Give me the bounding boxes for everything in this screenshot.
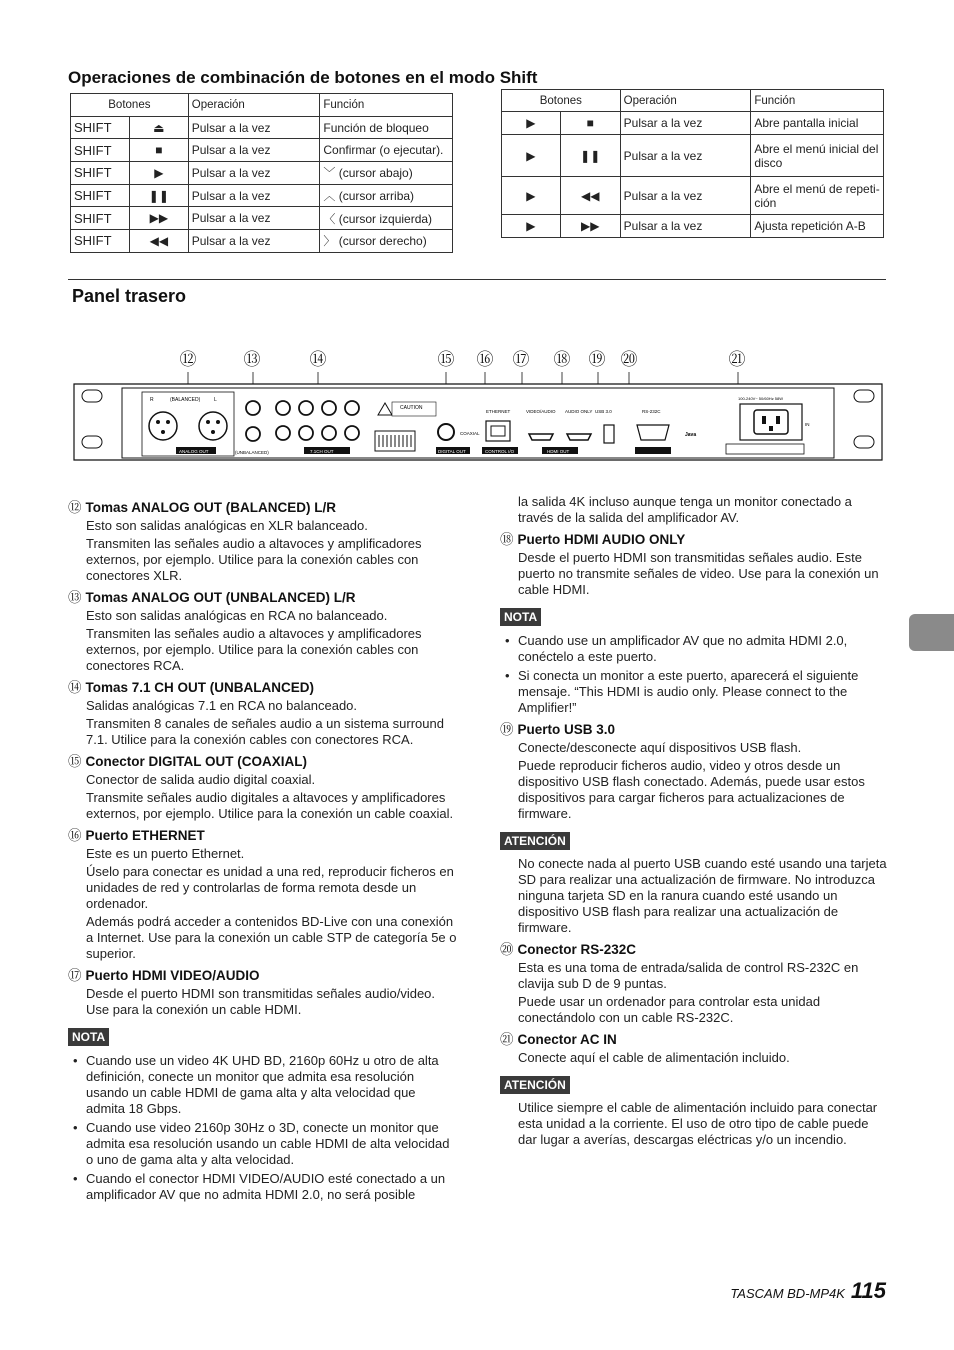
eject-symbol: ⏏ <box>129 116 188 139</box>
header-botones: Botones <box>502 90 621 112</box>
section-title: ⑮ Conector DIGITAL OUT (COAXIAL) <box>68 754 307 769</box>
section-12 <box>68 500 458 584</box>
operation: Pulsar a la vez <box>188 230 320 253</box>
operation: Pulsar a la vez <box>620 135 751 177</box>
model-name: TASCAM BD-MP4K <box>730 1286 845 1301</box>
ch71-label: 7.1CH OUT <box>310 449 334 454</box>
attention-tag: ATENCIÓN <box>500 832 570 850</box>
section-16 <box>68 828 458 962</box>
callout-16: ⑯ <box>476 350 494 369</box>
shift-combo-table <box>70 93 453 253</box>
table-row <box>71 184 453 207</box>
table-header-row <box>71 94 453 117</box>
operation: Pulsar a la vez <box>620 177 751 215</box>
usb-label: USB 3.0 <box>595 409 612 414</box>
java-logo: Java <box>685 432 697 438</box>
attention-tag: ATENCIÓN <box>500 1076 570 1094</box>
table-row <box>502 135 884 177</box>
function: ﹀ (cursor abajo) <box>320 162 453 185</box>
play-symbol: ▶ <box>502 215 561 238</box>
function: Abre el menú de repeti-ción <box>751 177 884 215</box>
table-row <box>71 230 453 253</box>
header-operacion: Operación <box>620 90 751 112</box>
callout-17: ⑰ <box>512 350 530 369</box>
rewind-symbol: ◀◀ <box>129 230 188 253</box>
section-17 <box>68 968 458 1018</box>
section-14 <box>68 680 458 748</box>
table-row <box>71 139 453 162</box>
table-header-row <box>502 90 884 112</box>
section-title: ⑬ Tomas ANALOG OUT (UNBALANCED) L/R <box>68 590 356 605</box>
paragraph: Conector de salida audio digital coaxial. <box>86 772 316 787</box>
function: Ajusta repetición A-B <box>751 215 884 238</box>
section-20 <box>500 942 890 1026</box>
caution-label: CAUTION <box>400 405 423 411</box>
callout-21: ㉑ <box>728 350 746 369</box>
operation: Pulsar a la vez <box>620 215 751 238</box>
function: Función de bloqueo <box>320 116 453 139</box>
paragraph: Desde el puerto HDMI son transmitidas señales audio/video. Use para la conexión un cable HDMI. <box>86 986 436 1017</box>
button-1: SHIFT <box>71 230 130 253</box>
note-tag: NOTA <box>500 608 541 626</box>
fast-forward-symbol: ▶▶ <box>560 215 620 238</box>
section-21 <box>500 1032 890 1066</box>
button-1: SHIFT <box>71 116 130 139</box>
table-row <box>71 116 453 139</box>
svg-text:L: L <box>214 397 217 403</box>
section-title: ㉑ Conector AC IN <box>500 1032 617 1047</box>
paragraph: Además podrá acceder a contenidos BD-Live con una conexión a Internet. Use para la conexión un cable STP de categoría 5e o superior. <box>86 914 457 961</box>
section-18 <box>500 532 890 598</box>
table-row <box>502 112 884 135</box>
button-1: SHIFT <box>71 207 130 230</box>
paragraph: Transmiten las señales audio a altavoces y amplificadores externos, por ejemplo. Utilice para la conexión cables con conectores XLR. <box>86 536 422 583</box>
paragraph: Salidas analógicas 7.1 en RCA no balanceado. <box>86 698 358 713</box>
left-column <box>68 494 458 1203</box>
paragraph: Transmite señales audio digitales a altavoces y amplificadores externos, por ejemplo. Utilice para la conexión un cable coaxial. <box>86 790 454 821</box>
operation: Pulsar a la vez <box>188 116 320 139</box>
control-io-label: CONTROL I/O <box>485 449 515 454</box>
callout-14: ⑭ <box>309 350 327 369</box>
callout-13: ⑬ <box>243 350 261 369</box>
section-divider <box>68 279 886 280</box>
paragraph: Este es un puerto Ethernet. <box>86 846 245 861</box>
paragraph: Conecte aquí el cable de alimentación incluido. <box>518 1050 790 1065</box>
continuation-text: la salida 4K incluso aunque tenga un monitor conectado a través de la salida del amplificador AV. <box>518 494 852 525</box>
paragraph: Conecte/desconecte aquí dispositivos USB flash. <box>518 740 802 755</box>
rs232c-label: RS-232C <box>642 409 661 414</box>
play-symbol: ▶ <box>502 112 561 135</box>
hdmi-out-label: HDMI OUT <box>547 449 570 454</box>
header-operacion: Operación <box>188 94 320 117</box>
audio-only-label: AUDIO ONLY <box>565 409 593 414</box>
button-1: SHIFT <box>71 162 130 185</box>
operation: Pulsar a la vez <box>188 207 320 230</box>
paragraph: Puede reproducir ficheros audio, video y otros desde un dispositivo USB flash conectado. Además, puede usar estos dispositivos para cargar ficheros para actualizaciones de firmware. <box>518 758 865 821</box>
note-bullet: • Si conecta un monitor a este puerto, aparecerá el siguiente mensaje. “This HDMI is audio only. Please connect to the Amplifier!” <box>500 668 890 716</box>
play-symbol: ▶ <box>502 177 561 215</box>
header-botones: Botones <box>71 94 189 117</box>
section-title: ⑯ Puerto ETHERNET <box>68 828 205 843</box>
section-15 <box>68 754 458 822</box>
section-title: ⑱ Puerto HDMI AUDIO ONLY <box>500 532 686 547</box>
callout-19: ⑲ <box>588 350 606 369</box>
right-column <box>500 494 890 1148</box>
callout-15: ⑮ <box>437 350 455 369</box>
paragraph: Desde el puerto HDMI son transmitidas señales audio. Este puerto no transmite señales de video. Use para la conexión un cable HDMI. <box>518 550 879 597</box>
header-funcion: Función <box>751 90 884 112</box>
note-tag: NOTA <box>68 1028 109 1046</box>
function: Abre el menú inicial del disco <box>751 135 884 177</box>
function: Abre pantalla inicial <box>751 112 884 135</box>
play-combo-table <box>501 89 884 238</box>
panel-heading: Panel trasero <box>72 286 187 306</box>
fast-forward-symbol: ▶▶ <box>129 207 188 230</box>
note-bullet: • Cuando use video 2160p 30Hz o 3D, conecte un monitor que admita esa resolución usando un cable HDMI de alta velocidad o uno de gama alta y alta velocidad. <box>68 1120 458 1168</box>
play-symbol: ▶ <box>129 162 188 185</box>
note-bullet: • Cuando use un amplificador AV que no admita HDMI 2.0, conéctelo a este puerto. <box>500 633 890 665</box>
table-row <box>71 162 453 185</box>
paragraph: Transmiten las señales audio a altavoces y amplificadores externos, por ejemplo. Utilice para la conexión cables con conectores RCA. <box>86 626 422 673</box>
section-13 <box>68 590 458 674</box>
pause-symbol: ❚❚ <box>560 135 620 177</box>
page-number: 115 <box>850 1278 886 1303</box>
section-title: ⑭ Tomas 7.1 CH OUT (UNBALANCED) <box>68 680 315 695</box>
shift-mode-heading: Operaciones de combinación de botones en el modo Shift <box>68 68 538 87</box>
button-1: SHIFT <box>71 139 130 162</box>
table-row <box>71 207 453 230</box>
video-audio-label: VIDEO/AUDIO <box>526 409 556 414</box>
paragraph: Transmiten 8 canales de señales audio a un sistema surround 7.1. Utilice para la conexión cables con conectores RCA. <box>86 716 444 747</box>
operation: Pulsar a la vez <box>188 184 320 207</box>
analog-out-label: ANALOG OUT <box>179 449 209 454</box>
play-symbol: ▶ <box>502 135 561 177</box>
digital-out-label: DIGITAL OUT <box>438 449 466 454</box>
ethernet-label: ETHERNET <box>486 409 511 414</box>
ac-rating-label: 100-240V~ 50/60Hz 58W <box>738 396 784 401</box>
note-bullet: • Cuando use un video 4K UHD BD, 2160p 60Hz u otro de alta definición, conecte un monitor que admita esa resolución usando un cable HDMI de gama alta y alta velocidad que admita 18 Gbps. <box>68 1053 458 1117</box>
in-label: IN <box>805 422 810 427</box>
function: 〉 (cursor derecho) <box>320 230 453 253</box>
chapter-tab <box>909 614 954 651</box>
paragraph: Esto son salidas analógicas en RCA no balanceado. <box>86 608 388 623</box>
stop-symbol: ■ <box>129 139 188 162</box>
callout-20: ⑳ <box>620 350 638 369</box>
paragraph: Esta es una toma de entrada/salida de control RS-232C en clavija sub D de 9 puntas. <box>518 960 859 991</box>
callout-12: ⑫ <box>179 350 197 369</box>
rear-panel-diagram <box>72 364 884 462</box>
paragraph: Úselo para conectar es unidad a una red, reproducir ficheros en unidades de red y controlarlas de forma remota desde un ordenador. <box>86 864 454 911</box>
unbalanced-label: (UNBALANCED) <box>235 450 269 455</box>
balanced-label: (BALANCED) <box>170 397 201 403</box>
pause-symbol: ❚❚ <box>129 184 188 207</box>
stop-symbol: ■ <box>560 112 620 135</box>
operation: Pulsar a la vez <box>188 139 320 162</box>
table-row <box>502 215 884 238</box>
button-1: SHIFT <box>71 184 130 207</box>
page-footer <box>730 1278 886 1304</box>
note-bullet: • Cuando el conector HDMI VIDEO/AUDIO esté conectado a un amplificador AV que no admita HDMI 2.0, no será posible <box>68 1171 458 1203</box>
table-row <box>502 177 884 215</box>
section-19 <box>500 722 890 822</box>
header-funcion: Función <box>320 94 453 117</box>
callout-18: ⑱ <box>553 350 571 369</box>
section-title: ⑫ Tomas ANALOG OUT (BALANCED) L/R <box>68 500 336 515</box>
function: ︿ (cursor arriba) <box>320 184 453 207</box>
rewind-symbol: ◀◀ <box>560 177 620 215</box>
section-title: ⑳ Conector RS-232C <box>500 942 637 957</box>
attention-text: Utilice siempre el cable de alimentación incluido para conectar esta unidad a la corriente. El uso de otro tipo de cable puede dar lugar a averías, descargas eléctricas y/o un incendio. <box>518 1100 878 1147</box>
operation: Pulsar a la vez <box>188 162 320 185</box>
section-title: ⑰ Puerto HDMI VIDEO/AUDIO <box>68 968 260 983</box>
section-title: ⑲ Puerto USB 3.0 <box>500 722 616 737</box>
function: Confirmar (o ejecutar). <box>320 139 453 162</box>
coaxial-label: COAXIAL <box>460 431 480 436</box>
svg-text:R: R <box>150 397 154 403</box>
attention-text: No conecte nada al puerto USB cuando esté usando una tarjeta SD para realizar una actualización de firmware. No introduzca ninguna tarjeta SD en la ranura cuando esté usando un dispositivo USB flash para realizar una actualización de firmware. <box>518 856 887 935</box>
operation: Pulsar a la vez <box>620 112 751 135</box>
paragraph: Esto son salidas analógicas en XLR balanceado. <box>86 518 368 533</box>
paragraph: Puede usar un ordenador para controlar esta unidad conectándolo con un cable RS-232C. <box>518 994 821 1025</box>
function: 〈 (cursor izquierda) <box>320 207 453 230</box>
